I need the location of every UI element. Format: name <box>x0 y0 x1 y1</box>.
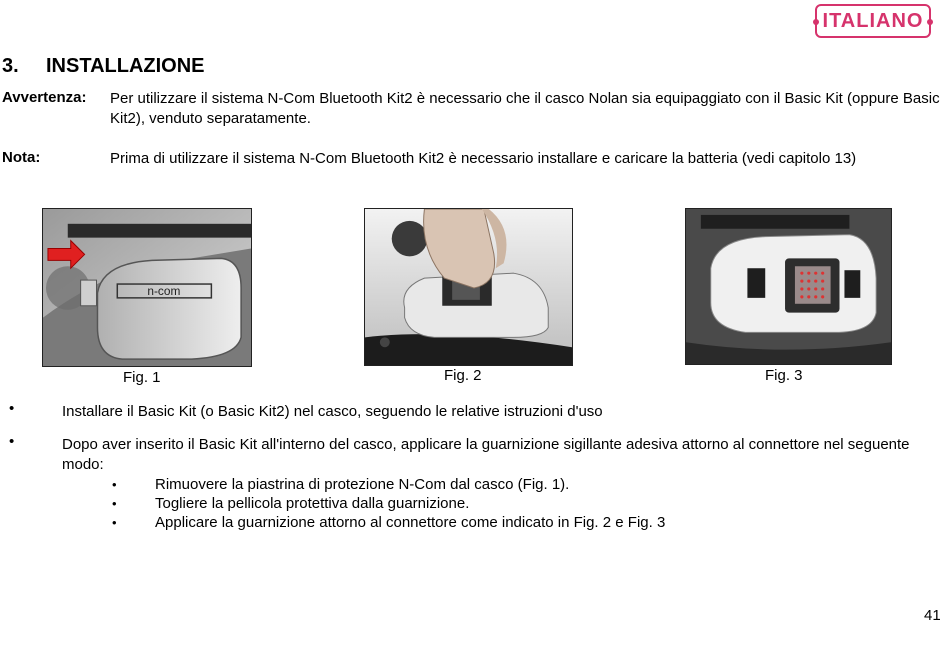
section-title: INSTALLAZIONE <box>46 55 205 77</box>
figure-2-photo <box>364 208 573 366</box>
figure-3-illustration <box>686 209 891 364</box>
bullet-text: Installare il Basic Kit (o Basic Kit2) nel casco, seguendo le relative istruzioni d'uso <box>62 403 603 420</box>
figure-2-caption: Fig. 2 <box>444 367 482 384</box>
sub-bullet-marker: • <box>112 496 117 511</box>
note-text: Prima di utilizzare il sistema N-Com Bluetooth Kit2 è necessario installare e caricare la batteria (vedi capitolo 13) <box>110 150 857 167</box>
language-badge <box>815 4 931 38</box>
figure-2-illustration <box>365 209 572 365</box>
note-label: Nota: <box>2 149 41 166</box>
figure-3-photo <box>685 208 892 365</box>
figure-1-illustration <box>43 209 251 366</box>
page-number: 41 <box>924 607 941 624</box>
bullet-text: Dopo aver inserito il Basic Kit all'interno del casco, applicare la guarnizione sigillante adesiva attorno al connettore nel seguente modo: <box>62 436 910 473</box>
figure-3-caption: Fig. 3 <box>765 367 803 384</box>
sub-bullet-text: Togliere la pellicola protettiva dalla guarnizione. <box>155 495 470 512</box>
section-heading <box>2 55 205 78</box>
badge-right-dot <box>927 19 933 25</box>
language-badge-label: ITALIANO <box>822 9 924 32</box>
bullet-marker: • <box>9 400 15 417</box>
badge-left-dot <box>813 19 819 25</box>
figure-1-plate-label: n-com <box>147 283 181 298</box>
sub-bullet-marker: • <box>112 477 117 492</box>
sub-bullet-text: Rimuovere la piastrina di protezione N-Com dal casco (Fig. 1). <box>155 476 570 493</box>
sub-bullet-text: Applicare la guarnizione attorno al connettore come indicato in Fig. 2 e Fig. 3 <box>155 514 666 531</box>
warning-text: Per utilizzare il sistema N-Com Bluetooth Kit2 è necessario che il casco Nolan sia equipaggiato con il Basic Kit (oppure Basic Kit2), venduto separatamente. <box>110 90 940 127</box>
figure-1-caption: Fig. 1 <box>123 369 161 386</box>
section-number: 3. <box>2 55 19 77</box>
figure-1-photo <box>42 208 252 367</box>
sub-bullet-marker: • <box>112 515 117 530</box>
bullet-marker: • <box>9 433 15 450</box>
warning-label: Avvertenza: <box>2 89 87 106</box>
